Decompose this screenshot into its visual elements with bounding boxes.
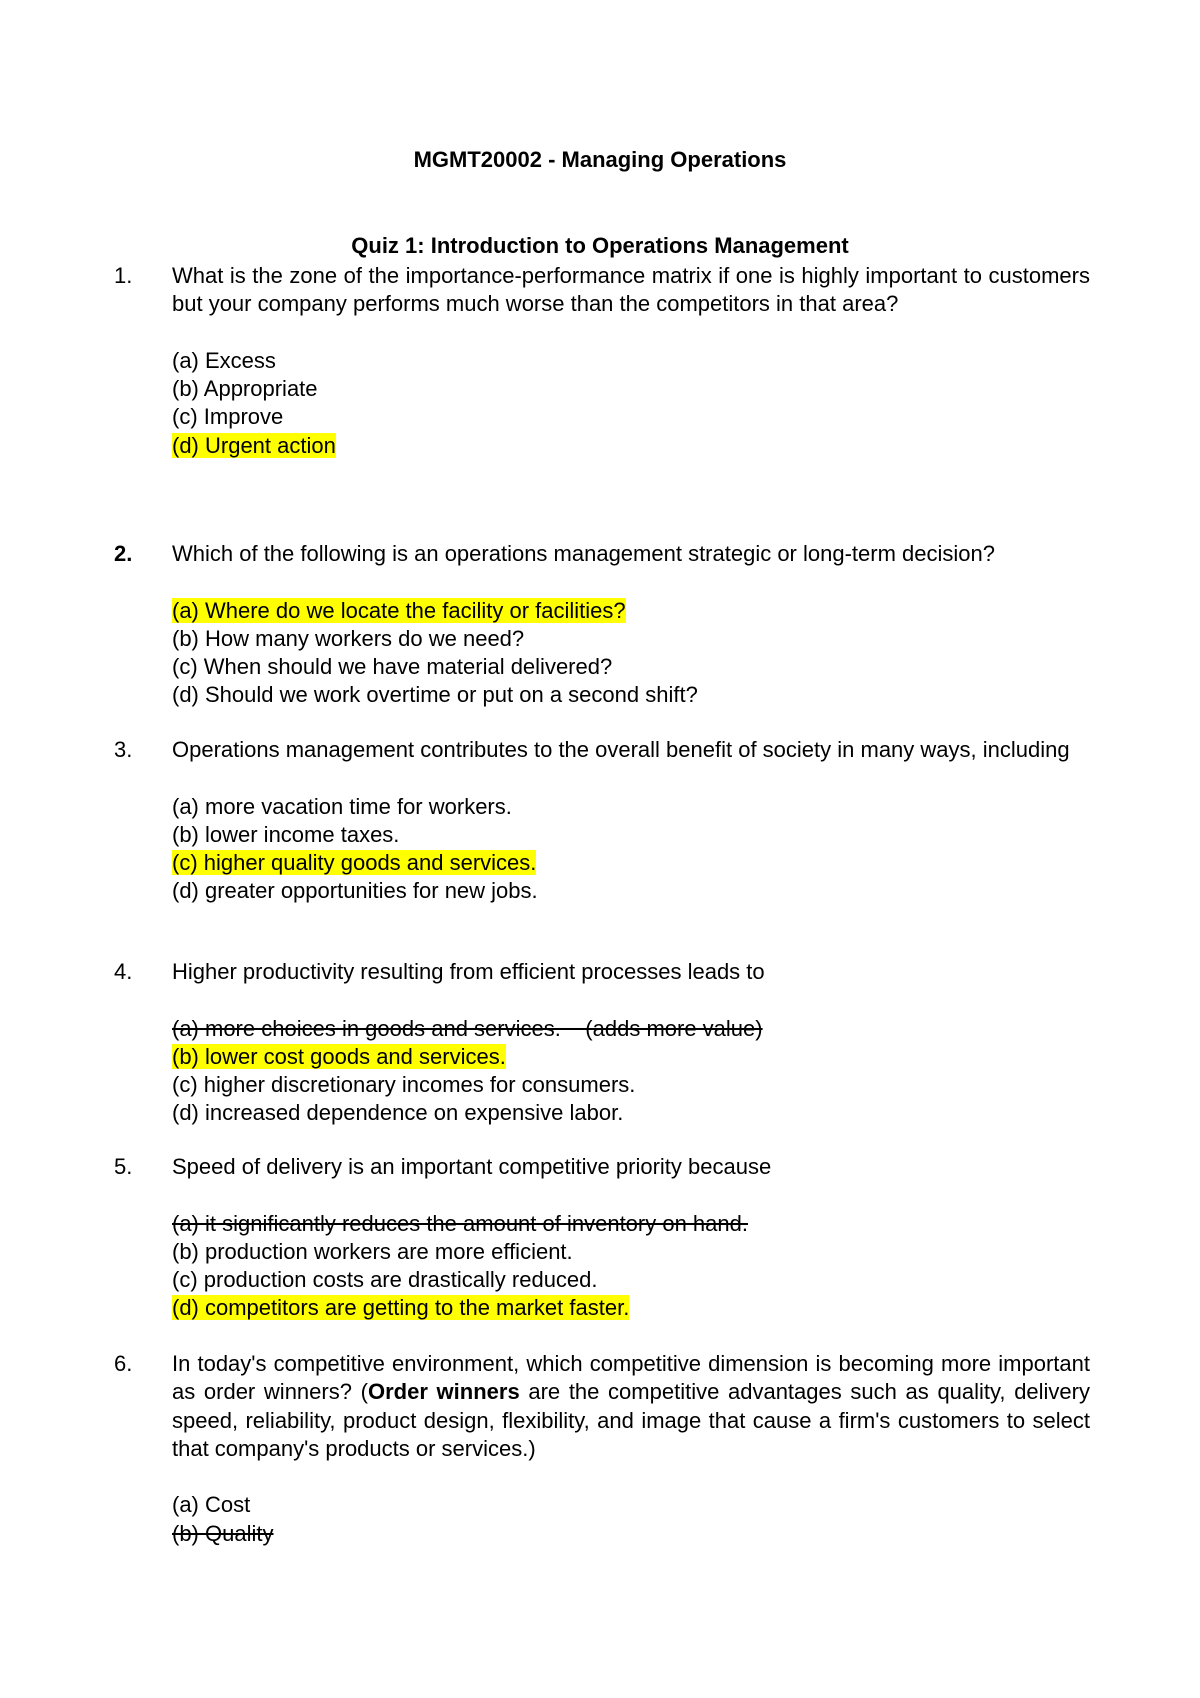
option-c — [172, 1266, 1090, 1294]
option-text-highlighted: (b) lower cost goods and services. — [172, 1043, 506, 1069]
option-list — [172, 793, 1090, 906]
question-stem — [172, 1350, 1090, 1463]
option-a — [172, 1491, 1090, 1519]
option-a — [172, 793, 1090, 821]
question-stem: Higher productivity resulting from efficient processes leads to — [172, 959, 765, 984]
question-number: 3. — [114, 737, 133, 762]
option-text: (c) production costs are drastically reduced. — [172, 1267, 598, 1293]
option-text: (a) Excess — [172, 347, 276, 373]
option-text: (c) Improve — [172, 404, 284, 430]
question-5 — [114, 1153, 1090, 1323]
option-a — [172, 1015, 1090, 1043]
option-d — [172, 1099, 1090, 1127]
question-number: 5. — [114, 1154, 133, 1179]
option-c — [172, 849, 1090, 877]
option-d — [172, 432, 1090, 460]
option-text: (b) lower income taxes. — [172, 821, 400, 847]
question-2 — [114, 540, 1090, 710]
option-d — [172, 681, 1090, 709]
option-text-struck: (a) more choices in goods and services. (adds more value) — [172, 1015, 763, 1041]
option-a — [172, 1210, 1090, 1238]
option-text: (d) increased dependence on expensive labor. — [172, 1100, 624, 1126]
option-text: (c) higher discretionary incomes for consumers. — [172, 1072, 636, 1098]
option-text: (d) greater opportunities for new jobs. — [172, 878, 538, 904]
option-text-highlighted: (d) Urgent action — [172, 432, 336, 458]
option-c — [172, 403, 1090, 431]
question-4 — [114, 958, 1090, 1128]
option-list — [172, 1491, 1090, 1548]
option-text: (b) Appropriate — [172, 376, 318, 402]
option-b — [172, 625, 1090, 653]
question-1 — [114, 262, 1090, 460]
option-text: (b) production workers are more efficient. — [172, 1238, 573, 1264]
option-list — [172, 1015, 1090, 1128]
option-text: (a) Cost — [172, 1492, 251, 1518]
option-c — [172, 1071, 1090, 1099]
question-number: 4. — [114, 959, 133, 984]
option-text: (b) How many workers do we need? — [172, 625, 525, 651]
question-number: 1. — [114, 263, 133, 288]
option-b — [172, 1043, 1090, 1071]
option-text-struck: (a) it significantly reduces the amount of inventory on hand. — [172, 1210, 748, 1236]
option-b — [172, 1238, 1090, 1266]
option-b — [172, 821, 1090, 849]
quiz-title: Quiz 1: Introduction to Operations Management — [351, 233, 849, 258]
document-title: MGMT20002 - Managing Operations — [413, 147, 787, 172]
option-text-highlighted: (d) competitors are getting to the market faster. — [172, 1295, 630, 1321]
option-text: (d) Should we work overtime or put on a second shift? — [172, 682, 698, 708]
stem-text: In today's competitive environment, which competitive dimension is becoming more important as order winners? ( — [172, 1351, 1090, 1405]
option-c — [172, 653, 1090, 681]
option-d — [172, 877, 1090, 905]
stem-text: are the competitive advantages such as quality, delivery speed, reliability, product design, flexibility, and image that cause a firm's customers to select that company's products or services.) — [172, 1379, 1090, 1461]
option-list — [172, 1210, 1090, 1323]
question-stem: Operations management contributes to the overall benefit of society in many ways, including — [172, 737, 1070, 762]
option-text: (c) When should we have material delivered? — [172, 654, 613, 680]
option-a — [172, 597, 1090, 625]
question-6 — [114, 1350, 1090, 1548]
option-text-highlighted: (c) higher quality goods and services. — [172, 850, 537, 876]
option-d — [172, 1294, 1090, 1322]
question-number: 6. — [114, 1351, 133, 1376]
question-3 — [114, 736, 1090, 906]
option-list — [172, 597, 1090, 710]
question-stem: What is the zone of the importance-performance matrix if one is highly important to customers but your company performs much worse than the competitors in that area? — [172, 263, 1090, 317]
question-stem: Which of the following is an operations management strategic or long-term decision? — [172, 541, 995, 566]
option-a — [172, 347, 1090, 375]
stem-bold-term: Order winners — [367, 1379, 520, 1405]
option-b — [172, 1520, 1090, 1548]
option-text-highlighted: (a) Where do we locate the facility or facilities? — [172, 597, 626, 623]
option-b — [172, 375, 1090, 403]
question-number: 2. — [114, 541, 133, 566]
question-stem: Speed of delivery is an important competitive priority because — [172, 1154, 772, 1179]
option-text-struck: (b) Quality — [172, 1520, 274, 1546]
option-list — [172, 347, 1090, 460]
option-text: (a) more vacation time for workers. — [172, 793, 512, 819]
